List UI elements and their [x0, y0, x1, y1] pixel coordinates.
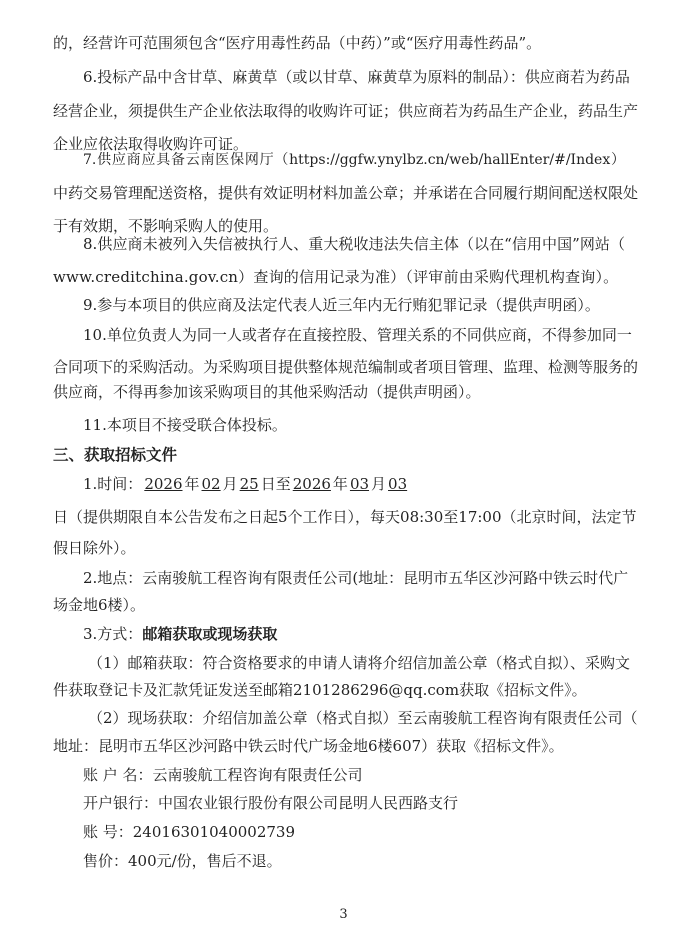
text-line: 于有效期，不影响采购人的使用。 — [53, 217, 279, 235]
method-label: 3.方式： — [83, 625, 143, 643]
end-day: 03 — [388, 475, 408, 493]
text-line: 的，经营许可范围须包含“医疗用毒性药品（中药）”或“医疗用毒性药品”。 — [53, 34, 542, 52]
item-9: 9.参与本项目的供应商及法定代表人近三年内无行贿犯罪记录（提供声明函）。 — [83, 296, 600, 314]
bank-name: 开户银行：中国农业银行股份有限公司昆明人民西路支行 — [83, 794, 459, 812]
month-label: 月 — [222, 475, 238, 493]
text-line: www.creditchina.gov.cn）查询的信用记录为准）（评审前由采购代理机构查询）。 — [53, 268, 619, 286]
start-year: 2026 — [144, 475, 183, 493]
account-number: 账 号：24016301040002739 — [83, 823, 296, 841]
month-label: 月 — [371, 475, 387, 493]
text-line: 经营企业，须提供生产企业依法取得的收购许可证；供应商若为药品生产企业，药品生产 — [53, 102, 639, 120]
onsite-method: （2）现场获取：介绍信加盖公章（格式自拟）至云南骏航工程咨询有限责任公司（ — [88, 709, 638, 727]
start-month: 02 — [201, 475, 221, 493]
text-line: 场金地6楼）。 — [53, 596, 146, 614]
item-8: 8.供应商未被列入失信被执行人、重大税收违法失信主体（以在“信用中国”网站（ — [83, 235, 625, 253]
day-to-label: 日至 — [260, 475, 291, 493]
method-line — [83, 624, 625, 644]
text-line: 假日除外）。 — [53, 539, 136, 557]
text-line: 件获取登记卡及汇款凭证发送至邮箱2101286296@qq.com获取《招标文件》。 — [53, 681, 587, 699]
start-day: 25 — [239, 475, 259, 493]
text-line: 地址：昆明市五华区沙河路中铁云时代广场金地6楼607）获取《招标文件》。 — [53, 737, 564, 755]
price: 售价：400元/份，售后不退。 — [83, 852, 282, 870]
account-name: 账 户 名：云南骏航工程咨询有限责任公司 — [83, 766, 363, 784]
method-value: 邮箱获取或现场获取 — [142, 625, 278, 643]
text-line: 日（提供期限自本公告发布之日起5个工作日），每天08:30至17:00（北京时间，法定节 — [53, 508, 637, 526]
end-year: 2026 — [292, 475, 331, 493]
time-label: 1.时间： — [83, 475, 143, 493]
text-line: 供应商，不得再参加该采购项目的其他采购活动（提供声明函）。 — [53, 383, 481, 401]
email-method: （1）邮箱获取：符合资格要求的申请人请将介绍信加盖公章（格式自拟）、采购文 — [88, 654, 631, 672]
page-number: 3 — [339, 907, 348, 922]
end-month: 03 — [349, 475, 370, 493]
year-label: 年 — [184, 475, 200, 493]
section-heading: 三、获取招标文件 — [53, 446, 178, 464]
item-7: 7.供应商应具备云南医保网厅（https://ggfw.ynylbz.cn/web/hallEnter/#/Index） — [83, 152, 625, 168]
item-10: 10.单位负责人为同一人或者存在直接控股、管理关系的不同供应商，不得参加同一 — [83, 326, 632, 344]
text-line: 企业应依法取得收购许可证。 — [53, 135, 249, 153]
location-line: 2.地点：云南骏航工程咨询有限责任公司(地址：昆明市五华区沙河路中铁云时代广 — [83, 569, 629, 587]
item-6: 6.投标产品中含甘草、麻黄草（或以甘草、麻黄草为原料的制品）：供应商若为药品 — [83, 68, 630, 86]
text-line: 中药交易管理配送资格，提供有效证明材料加盖公章；并承诺在合同履行期间配送权限处 — [53, 184, 639, 202]
item-11: 11.本项目不接受联合体投标。 — [83, 416, 287, 434]
text-line: 合同项下的采购活动。为采购项目提供整体规范编制或者项目管理、监理、检测等服务的 — [53, 358, 639, 376]
year-label: 年 — [332, 475, 348, 493]
time-line — [83, 474, 625, 494]
